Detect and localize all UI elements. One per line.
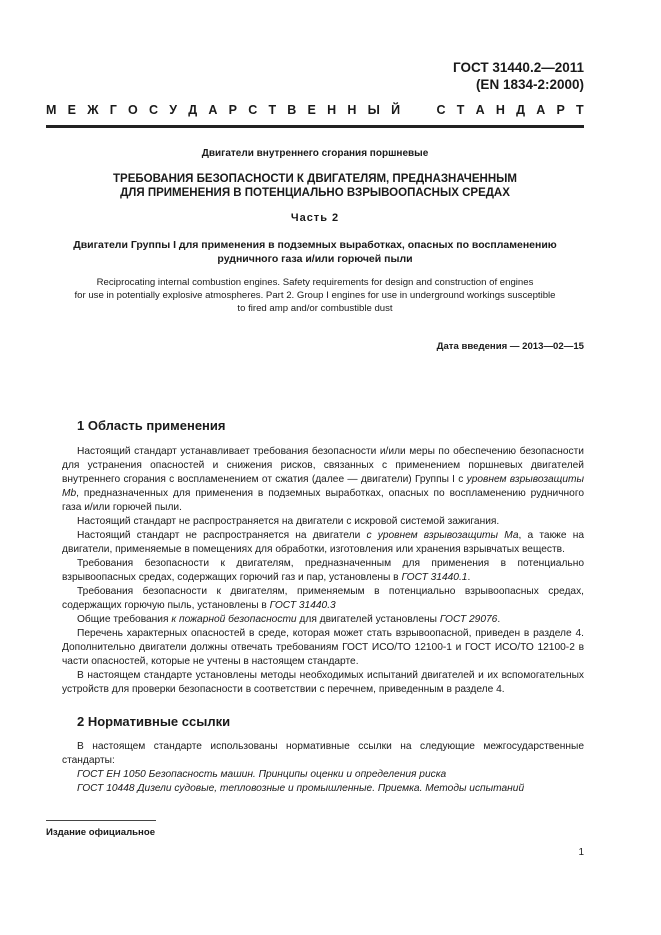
page-number: 1 — [578, 847, 584, 858]
paragraph — [62, 445, 584, 515]
footer-rule — [46, 820, 156, 821]
main-title-line1: ТРЕБОВАНИЯ БЕЗОПАСНОСТИ К ДВИГАТЕЛЯМ, ПРЕДНАЗНАЧЕННЫМ — [113, 173, 517, 185]
text-run-italic: уровнем взрывозащиты Mb — [62, 474, 584, 499]
banner-letter: А — [475, 103, 485, 117]
text-run-italic: ГОСТ 29076 — [439, 614, 498, 625]
banner-letter: Д — [516, 103, 526, 117]
paragraph — [62, 585, 584, 613]
text-run: , предназначенных для применения в подземных выработках, опасных по воспламенению рудничного газа и/или горючей пыли. — [62, 488, 584, 513]
banner-letter: Д — [188, 103, 198, 117]
banner-letter: Т — [268, 103, 277, 117]
section2-heading: 2 Нормативные ссылки — [77, 714, 231, 729]
text-run: Настоящий стандарт устанавливает требования безопасности и/или меры по обеспечению безопасности для устранения опасностей и снижения рисков, связанных с применением поршневых двигателей внутреннего сгорания с воспламенением от сжатия (далее — двигатели) Группы I с — [62, 446, 584, 485]
main-title-line2: ДЛЯ ПРИМЕНЕНИЯ В ПОТЕНЦИАЛЬНО ВЗРЫВООПАСНЫХ СРЕДАХ — [120, 187, 510, 199]
standard-code: ГОСТ 31440.2—2011 — [453, 60, 584, 75]
banner-letter: Е — [67, 103, 76, 117]
banner-letter: Р — [228, 103, 237, 117]
banner-letter: Г — [109, 103, 117, 117]
banner-letter: У — [169, 103, 178, 117]
paragraph — [62, 557, 584, 585]
subtitle-line1: Двигатели Группы I для применения в подземных выработках, опасных по воспламенению — [73, 239, 557, 251]
english-title-line3: to fired amp and/or combustible dust — [237, 303, 393, 314]
banner-letter: С — [436, 103, 446, 117]
section2-body — [62, 740, 584, 796]
section1-heading: 1 Область применения — [77, 418, 226, 433]
text-run: . — [497, 614, 501, 625]
paragraph: Перечень характерных опасностей в среде, которая может стать взрывоопасной, приведен в разделе 4. Дополнительно двигатели должны отвечать требованиям ГОСТ ИСО/ТО 12100-1 и ГОСТ ИСО/ТО 12100-2 в части опасностей, которые не учтены в настоящем стандарте. — [62, 628, 584, 667]
banner-letter: Н — [327, 103, 337, 117]
banner-letter: Н — [495, 103, 505, 117]
text-run-italic: к пожарной безопасности — [171, 614, 297, 625]
paragraph: В настоящем стандарте установлены методы необходимых испытаний двигателей и их вспомогательных устройств для проверки безопасности в соответствии с перечнем, приведенным в разделе 4. — [62, 670, 584, 695]
banner-letter: Т — [576, 103, 584, 117]
banner-letter: Н — [347, 103, 357, 117]
paragraph — [62, 529, 584, 557]
banner-letter: А — [208, 103, 218, 117]
part-label: Часть 2 — [290, 212, 340, 224]
paragraph: В настоящем стандарте использованы нормативные ссылки на следующие межгосударственные стандарты: — [62, 741, 584, 766]
banner-rule — [46, 125, 584, 128]
text-run: . — [467, 572, 471, 583]
banner-letter: Т — [456, 103, 465, 117]
banner-letter: А — [536, 103, 546, 117]
category-title: Двигатели внутреннего сгорания поршневые — [201, 148, 429, 159]
text-run: Требования безопасности к двигателям, применяемым в потенциально взрывоопасных средах, содержащих горючую пыль, установлены в — [62, 586, 584, 611]
banner-letter: Е — [307, 103, 316, 117]
interstate-standard-banner — [46, 103, 584, 117]
banner-letter: Ы — [367, 103, 380, 117]
text-run-italic: ГОСТ 31440.3 — [269, 600, 336, 611]
text-run-italic: ГОСТ 31440.1 — [401, 572, 468, 583]
text-run: Требования безопасности к двигателям, предназначенным для применения в потенциально взрывоопасных средах, содержащих горючий газ и пар, установлены в — [62, 558, 584, 583]
paragraph — [62, 613, 584, 627]
banner-letter: С — [149, 103, 159, 117]
reference-item: ГОСТ 10448 Дизели судовые, тепловозные и промышленные. Приемка. Методы испытаний — [77, 783, 525, 794]
text-run: для двигателей установлены — [296, 614, 440, 625]
reference-item: ГОСТ ЕН 1050 Безопасность машин. Принципы оценки и определения риска — [77, 769, 447, 780]
banner-letter: Р — [556, 103, 565, 117]
banner-letter: Ж — [87, 103, 99, 117]
banner-gap — [411, 103, 425, 117]
paragraph: Настоящий стандарт не распространяется на двигатели с искровой системой зажигания. — [77, 516, 500, 527]
english-title-line2: for use in potentially explosive atmospheres. Part 2. Group I engines for use in underground workings susceptible — [74, 290, 556, 301]
text-run: Настоящий стандарт не распространяется на двигатели — [77, 530, 367, 541]
subtitle-line2: рудничного газа и/или горючей пыли — [217, 253, 413, 265]
section1-body — [62, 445, 584, 697]
banner-letter: О — [128, 103, 138, 117]
text-run: , а также на двигатели, применяемые в помещениях для обработки, изготовления или хранения взрывчатых веществ. — [62, 530, 584, 555]
banner-letter: Й — [391, 103, 401, 117]
text-run: Общие требования — [77, 614, 172, 625]
introduction-date: Дата введения — 2013—02—15 — [436, 341, 584, 352]
banner-letter: М — [46, 103, 57, 117]
banner-letter: В — [287, 103, 297, 117]
text-run-italic: с уровнем взрывозащиты Ма — [366, 530, 519, 541]
banner-letter: С — [248, 103, 258, 117]
official-edition-label: Издание официальное — [46, 827, 156, 838]
english-title-line1: Reciprocating internal combustion engines. Safety requirements for design and construction of engines — [96, 277, 534, 288]
en-code: (EN 1834-2:2000) — [475, 77, 584, 92]
